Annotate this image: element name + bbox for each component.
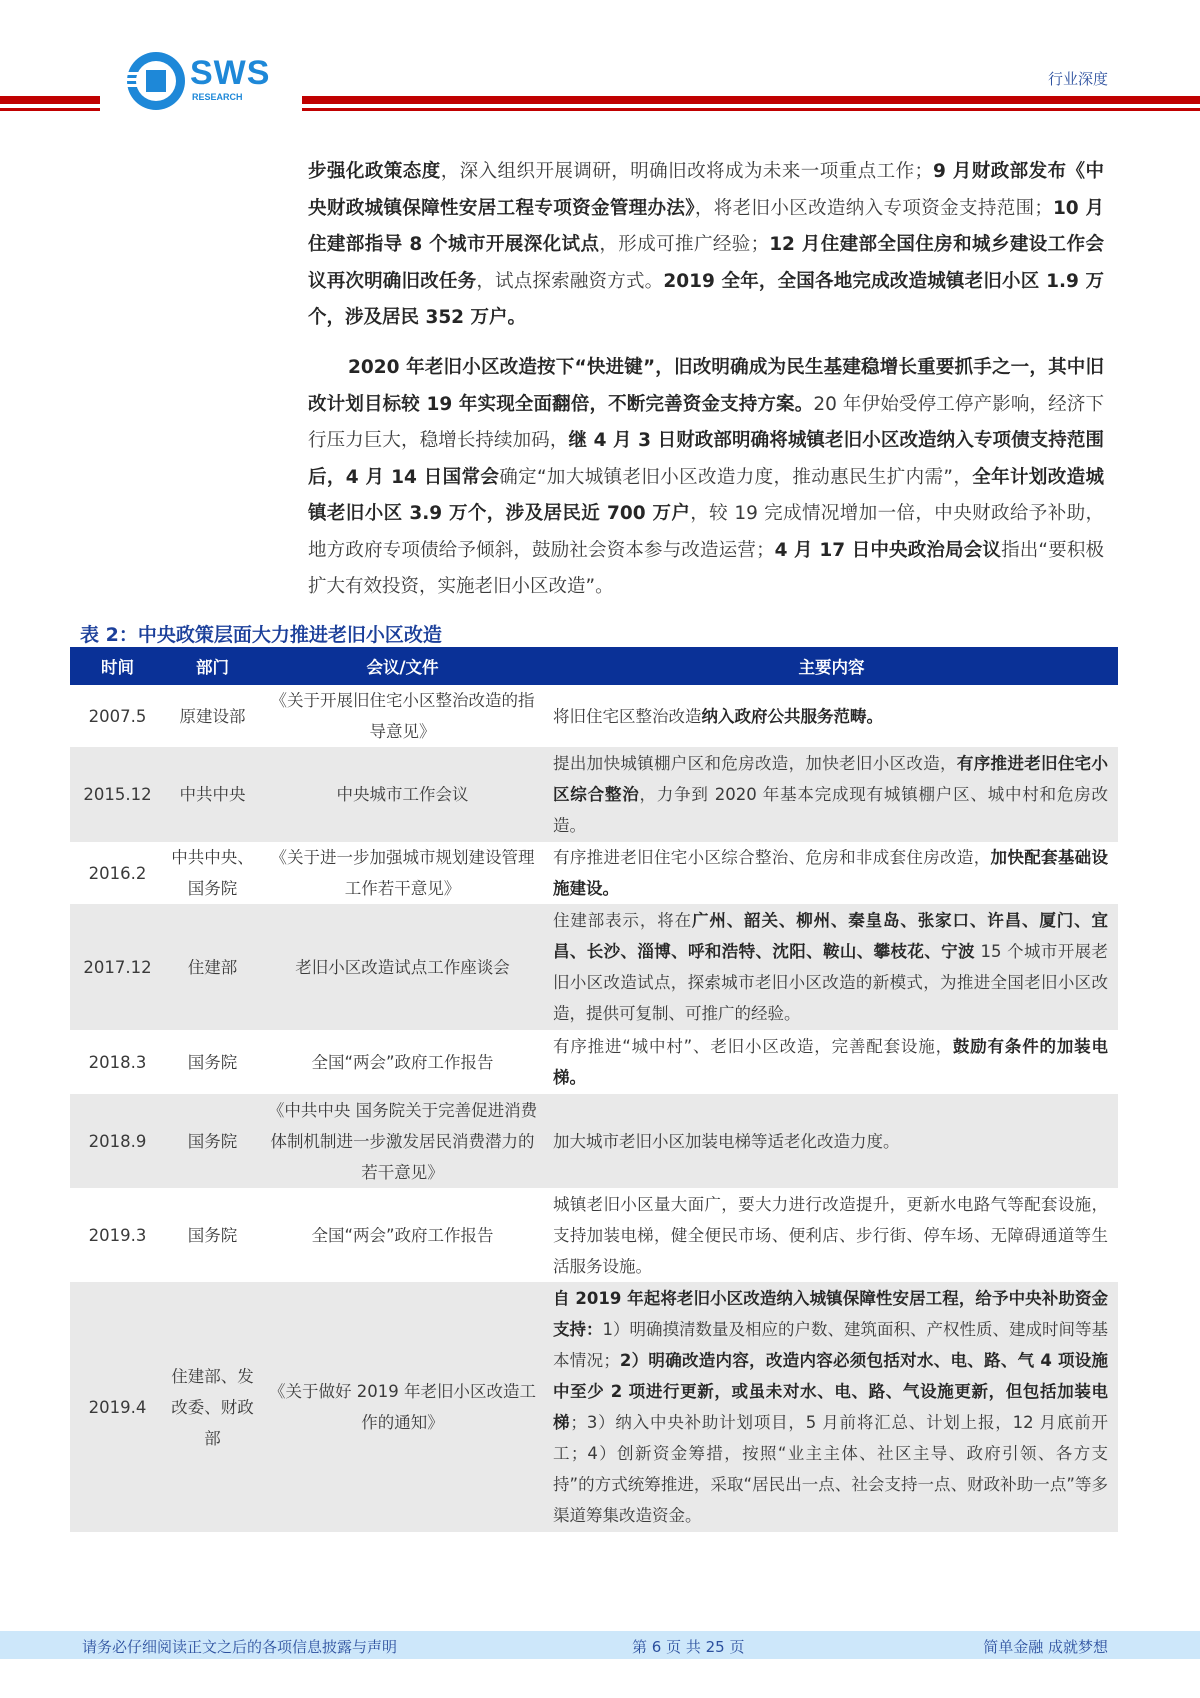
column-header: 部门 (165, 647, 260, 685)
cell-dept: 国务院 (187, 1225, 238, 1245)
bold-text: 12 月住建部全国住房和城乡建设工作会议再次明确旧改任务 (308, 234, 1104, 292)
footer-disclaimer: 请务必仔细阅读正文之后的各项信息披露与声明 (82, 1638, 398, 1656)
footer-slogan: 简单金融 成就梦想 (983, 1638, 1108, 1656)
cell-dept: 国务院 (165, 1094, 260, 1188)
cell-content (545, 1188, 1118, 1282)
column-header: 主要内容 (545, 647, 1118, 685)
header-rule (0, 108, 100, 111)
text: ，较 19 完成情况增加一倍，中央财政给予补助，地方政府专项债给予倾斜，鼓励社会资本参与改造运营； (308, 503, 1105, 561)
cell-dept: 中共中央 (165, 747, 260, 842)
cell-content (545, 1094, 1118, 1188)
text: 加大城市老旧小区加装电梯等适老化改造力度。 (553, 1131, 900, 1151)
bold-text: 步强化政策态度 (308, 161, 441, 182)
logo-text: SWS (190, 54, 271, 92)
bold-text: 9 月财政部发布《中央财政城镇保障性安居工程专项资金管理办法》 (308, 161, 1104, 219)
text: ，深入组织开展调研，明确旧改将成为未来一项重点工作； (440, 161, 934, 182)
bold-text: 加快配套基础设施建设。 (553, 848, 1108, 898)
cell-content (545, 904, 1118, 1030)
text: 住建部表示，将在 (553, 911, 692, 930)
cell-doc: 全国“两会”政府工作报告 (311, 1052, 494, 1072)
cell-dept: 中共中央、国务院 (171, 848, 254, 898)
table-row (70, 904, 1118, 1030)
text: 确定“加大城镇老旧小区改造力度，推动惠民生扩内需”， (499, 466, 973, 488)
cell-doc: 全国“两会”政府工作报告 (311, 1225, 494, 1245)
bold-text: 有序推进老旧住宅小区综合整治 (553, 754, 1108, 804)
table-row (70, 1282, 1118, 1532)
cell-doc: 《关于进一步加强城市规划建设管理工作若干意见》 (270, 848, 535, 898)
cell-content (545, 685, 1118, 747)
bold-text: 鼓励有条件的加装电梯。 (553, 1037, 1108, 1087)
bold-text: 2019 全年，全国各地完成改造城镇老旧小区 1.9 万个，涉及居民 352 万户。 (308, 270, 1104, 328)
cell-time: 2017.12 (70, 904, 165, 1030)
table-row (70, 747, 1118, 842)
header-rule (0, 96, 100, 104)
cell-doc: 老旧小区改造试点工作座谈会 (260, 904, 545, 1030)
cell-time: 2016.2 (88, 863, 147, 883)
cell-time: 2015.12 (70, 747, 165, 842)
table-row (70, 842, 1118, 904)
page-number: 第 6 页 共 25 页 (632, 1638, 745, 1656)
logo-subtext: RESEARCH (192, 92, 243, 102)
footer (0, 1631, 1200, 1659)
body-paragraph (308, 154, 1104, 337)
text: ，形成可推广经验； (599, 234, 770, 255)
text: ，试点探索融资方式。 (476, 270, 664, 292)
column-header: 时间 (70, 647, 165, 685)
cell-time: 2019.3 (88, 1225, 147, 1245)
cell-dept: 国务院 (187, 1052, 238, 1072)
bold-text: 2020 年老旧小区改造按下“快进键”，旧改明确成为民生基建稳增长重要抓手之一，其中旧改计划目标较 19 年实现全面翻倍，不断完善资金支持方案。 (308, 357, 1104, 415)
bold-text: 纳入政府公共服务范畴。 (701, 706, 883, 726)
text: ，将老旧小区改造纳入专项资金支持范围； (694, 197, 1053, 219)
bold-text: 2）明确改造内容，改造内容必须包括对水、电、路、气 4 项设施中至少 2 项进行更新，或虽未对水、电、路、气设施更新，但包括加装电梯 (553, 1351, 1109, 1432)
table-row (70, 1030, 1118, 1094)
table-header-row (70, 647, 1118, 685)
bold-text: 10 月住建部指导 8 个城市开展深化试点 (308, 197, 1104, 255)
cell-content (545, 1030, 1118, 1094)
bold-text: 广州、韶关、柳州、秦皇岛、张家口、许昌、厦门、宜昌、长沙、淄博、呼和浩特、沈阳、鞍山、攀枝花、宁波 (553, 911, 1109, 961)
sws-logo (124, 50, 284, 112)
text: 提出加快城镇棚户区和危房改造，加快老旧小区改造， (553, 754, 957, 773)
cell-doc: 《关于开展旧住宅小区整治改造的指导意见》 (270, 691, 535, 741)
text: 将旧住宅区整治改造 (553, 706, 702, 726)
text: 20 年伊始受停工停产影响，经济下行压力巨大，稳增长持续加码， (308, 393, 1104, 451)
cell-time: 2019.4 (70, 1282, 165, 1532)
logo-globe-icon (124, 50, 188, 112)
text: 有序推进老旧住宅小区综合整治、危房和非成套住房改造， (553, 848, 991, 867)
header-rule (302, 108, 1200, 111)
cell-dept: 住建部 (165, 904, 260, 1030)
text: 有序推进“城中村”、老旧小区改造，完善配套设施， (553, 1037, 953, 1056)
cell-dept: 原建设部 (179, 706, 246, 726)
section-tag: 行业深度 (1047, 70, 1108, 88)
cell-content (545, 747, 1118, 842)
text: 指出“要积极扩大有效投资，实施老旧小区改造”。 (308, 539, 1104, 597)
cell-dept: 住建部、发改委、财政部 (165, 1282, 260, 1532)
header-rule (302, 96, 1200, 104)
cell-content (545, 842, 1118, 904)
text: 1）明确摸清数量及相应的户数、建筑面积、产权性质、建成时间等基本情况； (553, 1320, 1108, 1370)
table-row (70, 685, 1118, 747)
cell-doc: 《关于做好 2019 年老旧小区改造工作的通知》 (260, 1282, 545, 1532)
cell-doc: 中央城市工作会议 (260, 747, 545, 842)
table-row (70, 1094, 1118, 1188)
cell-time: 2018.3 (88, 1052, 147, 1072)
table-row (70, 1188, 1118, 1282)
bold-text: 4 月 17 日中央政治局会议 (774, 539, 1002, 561)
cell-time: 2018.9 (70, 1094, 165, 1188)
column-header: 会议/文件 (260, 647, 545, 685)
cell-doc: 《中共中央 国务院关于完善促进消费体制机制进一步激发居民消费潜力的若干意见》 (260, 1094, 545, 1188)
bold-text: 全年计划改造城镇老旧小区 3.9 万个，涉及居民近 700 万户 (308, 466, 1104, 524)
text: 城镇老旧小区量大面广，要大力进行改造提升，更新水电路气等配套设施，支持加装电梯，健全便民市场、便利店、步行街、停车场、无障碍通道等生活服务设施。 (553, 1194, 1108, 1276)
table-caption: 表 2：中央政策层面大力推进老旧小区改造 (80, 624, 442, 646)
policy-table (70, 647, 1118, 1532)
body-paragraph (308, 350, 1104, 606)
text: 15 个城市开展老旧小区改造试点，探索城市老旧小区改造的新模式，为推进全国老旧小区改造，提供可复制、可推广的经验。 (553, 942, 1108, 1023)
cell-content (545, 1282, 1118, 1532)
text: ，力争到 2020 年基本完成现有城镇棚户区、城中村和危房改造。 (553, 785, 1109, 835)
bold-text: 继 4 月 3 日财政部明确将城镇老旧小区改造纳入专项债支持范围后，4 月 14 日国常会 (308, 430, 1104, 488)
bold-text: 自 2019 年起将老旧小区改造纳入城镇保障性安居工程，给予中央补助资金支持： (553, 1289, 1108, 1339)
cell-time: 2007.5 (88, 706, 147, 726)
text: ；3）纳入中央补助计划项目，5 月前将汇总、计划上报，12 月底前开工；4）创新资金筹措，按照“业主主体、社区主导、政府引领、各方支持”的方式统筹推进，采取“居民出一点、社会支持一点、财政补助一点”等多渠道筹集改造资金。 (553, 1413, 1109, 1525)
